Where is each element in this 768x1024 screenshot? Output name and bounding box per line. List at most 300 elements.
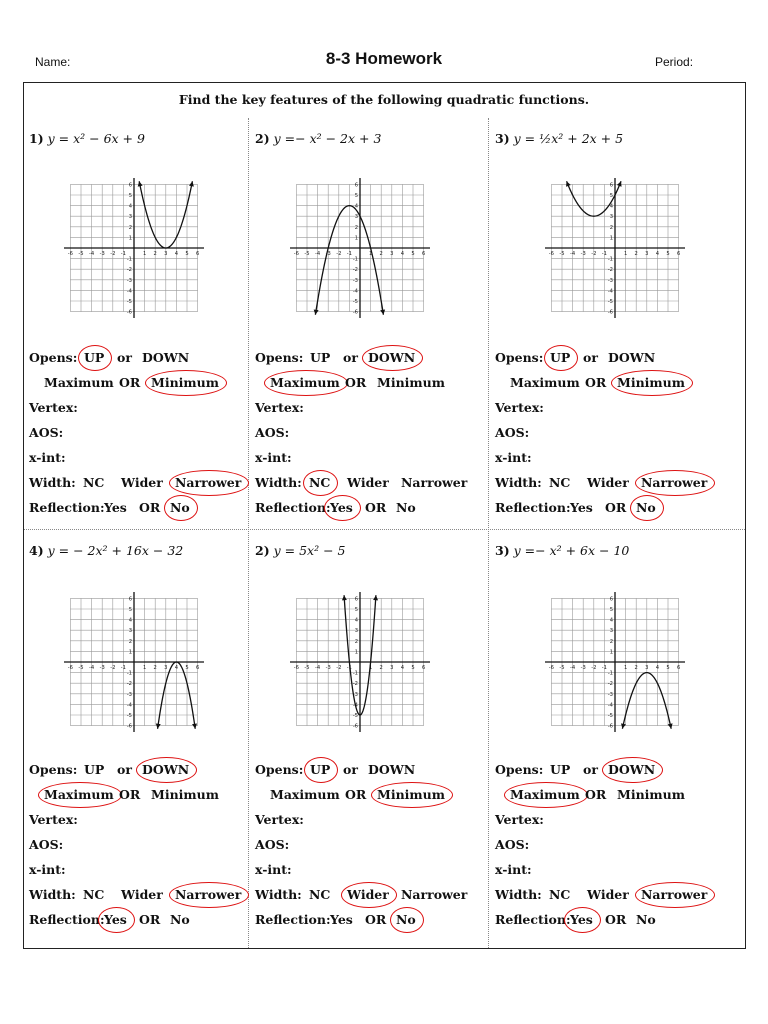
x-tick-label: 2 (153, 665, 157, 671)
label-narrower: Narrower (401, 475, 468, 490)
x-tick-label: -4 (570, 251, 576, 257)
y-tick-label: 4 (354, 617, 358, 624)
y-tick-label: -4 (126, 288, 132, 295)
red-circle-annotation (136, 757, 197, 783)
label-reflection: Reflection: (29, 912, 105, 927)
circled-up: UP (84, 350, 105, 365)
red-circle-annotation (602, 757, 663, 783)
x-tick-label: -4 (89, 251, 95, 257)
red-circle-annotation (78, 345, 112, 371)
red-circle-annotation (544, 345, 578, 371)
x-tick-label: -6 (548, 665, 554, 671)
y-tick-label: 5 (128, 607, 132, 613)
y-tick-label: 4 (128, 617, 132, 624)
x-tick-label: 2 (634, 251, 638, 257)
y-tick-label: 6 (128, 182, 132, 189)
problem-cell (24, 530, 264, 948)
red-circle-annotation (304, 757, 338, 783)
red-circle-annotation (635, 882, 715, 908)
x-tick-label: 4 (400, 251, 405, 257)
label-narrower: Narrower (401, 887, 468, 902)
problem-number: 1) (29, 131, 44, 146)
y-tick-label: -4 (607, 288, 613, 295)
red-circle-annotation (611, 370, 693, 396)
label-wider: Wider (587, 887, 629, 902)
x-tick-label: 3 (390, 251, 394, 257)
x-tick-label: 1 (623, 665, 628, 671)
y-tick-label: 5 (609, 193, 613, 199)
label-wider: Wider (347, 475, 389, 490)
red-circle-annotation (303, 470, 338, 496)
label-OR: OR (365, 500, 387, 515)
x-tick-label: -2 (336, 665, 342, 671)
curve-arrow (342, 595, 347, 600)
label-reflection: Reflection: (255, 912, 331, 927)
circled-maximum: Maximum (270, 375, 340, 390)
y-tick-label: -3 (126, 277, 132, 284)
x-tick-label: 3 (164, 251, 168, 257)
x-tick-label: 6 (195, 665, 200, 671)
label-no: No (396, 500, 416, 515)
red-circle-annotation (98, 907, 135, 933)
x-tick-label: 1 (368, 251, 373, 257)
x-tick-label: 6 (195, 251, 200, 257)
label-no: No (170, 912, 190, 927)
x-tick-label: 6 (421, 665, 426, 671)
problem-number: 2) (255, 131, 270, 146)
y-tick-label: 3 (609, 214, 613, 221)
x-tick-label: -4 (570, 665, 576, 671)
x-tick-label: 2 (634, 665, 638, 671)
circled-narrower: Narrower (175, 887, 242, 902)
x-tick-label: -5 (559, 665, 565, 671)
x-tick-label: 5 (666, 251, 670, 257)
label-or: or (583, 350, 598, 365)
coordinate-graph (64, 178, 204, 318)
label-up: UP (550, 762, 571, 777)
y-tick-label: -3 (607, 277, 613, 284)
problem-cell (250, 530, 490, 948)
label-yes: Yes (104, 500, 127, 515)
x-tick-label: -5 (78, 251, 84, 257)
x-tick-label: -6 (293, 665, 299, 671)
label-vertex: Vertex: (255, 400, 304, 415)
x-tick-label: -6 (67, 665, 73, 671)
problem-number: 3) (495, 543, 510, 558)
y-tick-label: 6 (609, 182, 613, 189)
label-maximum: Maximum (270, 787, 340, 802)
red-circle-annotation (504, 782, 588, 808)
label-or: or (343, 350, 358, 365)
label-opens: Opens: (255, 350, 304, 365)
x-tick-label: 3 (164, 665, 168, 671)
y-tick-label: 3 (354, 214, 358, 221)
x-tick-label: 5 (185, 665, 189, 671)
x-tick-label: 3 (390, 665, 394, 671)
label-minimum: Minimum (377, 375, 445, 390)
x-tick-label: -1 (120, 665, 126, 671)
label-down: DOWN (142, 350, 190, 365)
y-tick-label: -3 (607, 691, 613, 698)
circled-up: UP (310, 762, 331, 777)
x-tick-label: -6 (67, 251, 73, 257)
x-tick-label: 5 (185, 251, 189, 257)
label-yes: Yes (570, 500, 593, 515)
label-no: No (636, 912, 656, 927)
label-maximum: Maximum (44, 375, 114, 390)
label-aos: AOS: (495, 837, 530, 852)
label-down: DOWN (368, 762, 416, 777)
label-reflection: Reflection: (495, 912, 571, 927)
label-aos: AOS: (29, 837, 64, 852)
equation-text: y = x² − 6x + 9 (47, 131, 145, 146)
label-or: or (343, 762, 358, 777)
y-tick-label: -4 (607, 702, 613, 709)
x-tick-label: 2 (153, 251, 157, 257)
label-opens: Opens: (29, 350, 78, 365)
x-tick-label: -5 (78, 665, 84, 671)
label-vertex: Vertex: (495, 400, 544, 415)
y-tick-label: -2 (352, 267, 358, 274)
label-wider: Wider (121, 887, 163, 902)
circled-up: UP (550, 350, 571, 365)
problem-equation (255, 543, 345, 558)
label-aos: AOS: (29, 425, 64, 440)
label-OR: OR (605, 500, 627, 515)
y-tick-label: -3 (126, 691, 132, 698)
label-xint: x-int: (29, 450, 66, 465)
label-wider: Wider (587, 475, 629, 490)
red-circle-annotation (341, 882, 397, 908)
y-tick-label: 1 (128, 649, 132, 656)
x-tick-label: -5 (559, 251, 565, 257)
curve-arrow (621, 723, 626, 728)
circled-nc: NC (309, 475, 331, 490)
coordinate-graph (545, 592, 685, 732)
red-circle-annotation (362, 345, 423, 371)
circled-down: DOWN (368, 350, 416, 365)
x-tick-label: -1 (346, 251, 352, 257)
y-tick-label: 2 (354, 224, 358, 231)
y-tick-label: -6 (352, 723, 358, 730)
coordinate-graph (290, 178, 430, 318)
label-nc: NC (83, 475, 105, 490)
y-tick-label: 6 (354, 182, 358, 189)
label-OR: OR (345, 787, 367, 802)
problem-equation (495, 543, 629, 558)
x-tick-label: -2 (591, 665, 597, 671)
circled-minimum: Minimum (377, 787, 445, 802)
x-tick-label: 6 (421, 251, 426, 257)
y-tick-label: -6 (126, 723, 132, 730)
x-tick-label: -1 (346, 665, 352, 671)
circled-minimum: Minimum (617, 375, 685, 390)
label-reflection: Reflection: (29, 500, 105, 515)
y-tick-label: -2 (607, 267, 613, 274)
y-tick-label: -5 (126, 299, 132, 305)
label-width: Width: (495, 887, 542, 902)
y-tick-label: 6 (609, 596, 613, 603)
y-tick-label: -2 (126, 681, 132, 688)
x-tick-label: -6 (548, 251, 554, 257)
y-tick-label: 6 (128, 596, 132, 603)
y-tick-label: 1 (609, 235, 613, 242)
coordinate-graph (545, 178, 685, 318)
x-tick-label: -1 (120, 251, 126, 257)
label-reflection: Reflection: (255, 500, 331, 515)
circled-minimum: Minimum (151, 375, 219, 390)
x-tick-label: 2 (379, 251, 383, 257)
x-tick-label: 4 (655, 251, 660, 257)
circled-wider: Wider (347, 887, 389, 902)
x-tick-label: -3 (325, 251, 331, 257)
red-circle-annotation (164, 495, 198, 521)
red-circle-annotation (264, 370, 348, 396)
circled-no: No (396, 912, 416, 927)
y-tick-label: 5 (354, 193, 358, 199)
label-vertex: Vertex: (255, 812, 304, 827)
x-tick-label: -5 (304, 665, 310, 671)
label-OR: OR (585, 787, 607, 802)
problem-number: 3) (495, 131, 510, 146)
coordinate-graph (64, 592, 204, 732)
label-or: or (583, 762, 598, 777)
y-tick-label: 6 (354, 596, 358, 603)
y-tick-label: -5 (607, 299, 613, 305)
y-tick-label: -6 (352, 309, 358, 316)
curve-arrow (668, 723, 673, 728)
label-opens: Opens: (29, 762, 78, 777)
y-tick-label: 2 (354, 638, 358, 645)
label-nc: NC (309, 887, 331, 902)
y-tick-label: -1 (607, 256, 613, 263)
x-tick-label: 4 (174, 251, 179, 257)
x-tick-label: -3 (325, 665, 331, 671)
problem-cell (250, 118, 490, 536)
y-tick-label: -1 (126, 670, 132, 677)
x-tick-label: 6 (676, 251, 681, 257)
x-tick-label: 5 (411, 665, 415, 671)
y-tick-label: -5 (352, 299, 358, 305)
y-tick-label: -1 (352, 670, 358, 677)
x-tick-label: 6 (676, 665, 681, 671)
curve-arrow (138, 181, 143, 186)
y-tick-label: 3 (128, 214, 132, 221)
instructions: Find the key features of the following quadratic functions. (178, 92, 590, 107)
x-tick-label: 3 (645, 665, 649, 671)
equation-text: y = 5x² − 5 (273, 543, 346, 558)
label-OR: OR (119, 787, 141, 802)
y-tick-label: -4 (352, 288, 358, 295)
equation-text: y =− x² − 2x + 3 (273, 131, 382, 146)
x-tick-label: 1 (142, 251, 147, 257)
y-tick-label: 5 (354, 607, 358, 613)
circled-no: No (170, 500, 190, 515)
label-vertex: Vertex: (495, 812, 544, 827)
y-tick-label: 1 (609, 649, 613, 656)
label-yes: Yes (330, 912, 353, 927)
x-tick-label: -2 (110, 251, 116, 257)
y-tick-label: 1 (354, 235, 358, 242)
y-tick-label: 1 (128, 235, 132, 242)
y-tick-label: -1 (126, 256, 132, 263)
label-OR: OR (139, 912, 161, 927)
y-tick-label: 3 (609, 628, 613, 635)
circled-yes: Yes (104, 912, 127, 927)
x-tick-label: -3 (580, 665, 586, 671)
red-circle-annotation (38, 782, 122, 808)
x-tick-label: -5 (304, 251, 310, 257)
y-tick-label: -2 (607, 681, 613, 688)
equation-text: y = ½x² + 2x + 5 (513, 131, 624, 146)
y-tick-label: 2 (128, 224, 132, 231)
coordinate-graph (290, 592, 430, 732)
label-opens: Opens: (495, 350, 544, 365)
problem-number: 4) (29, 543, 44, 558)
y-tick-label: -4 (352, 702, 358, 709)
curve-arrow (373, 595, 378, 600)
problem-equation (29, 131, 145, 146)
label-OR: OR (365, 912, 387, 927)
label-OR: OR (139, 500, 161, 515)
y-tick-label: 5 (609, 607, 613, 613)
label-xint: x-int: (495, 862, 532, 877)
x-tick-label: -3 (580, 251, 586, 257)
circled-maximum: Maximum (44, 787, 114, 802)
label-vertex: Vertex: (29, 812, 78, 827)
x-tick-label: -1 (601, 665, 607, 671)
x-tick-label: -1 (601, 251, 607, 257)
y-tick-label: -3 (352, 277, 358, 284)
label-or: or (117, 762, 132, 777)
x-tick-label: 4 (400, 665, 405, 671)
label-maximum: Maximum (510, 375, 580, 390)
circled-down: DOWN (608, 762, 656, 777)
label-xint: x-int: (495, 450, 532, 465)
y-tick-label: 2 (128, 638, 132, 645)
problem-equation (255, 131, 381, 146)
red-circle-annotation (169, 470, 249, 496)
problem-cell (24, 118, 264, 536)
x-tick-label: -4 (315, 251, 321, 257)
label-or: or (117, 350, 132, 365)
label-width: Width: (255, 887, 302, 902)
y-tick-label: -6 (607, 309, 613, 316)
equation-text: y = − 2x² + 16x − 32 (47, 543, 184, 558)
curve-arrow (189, 181, 194, 186)
y-tick-label: -6 (607, 723, 613, 730)
red-circle-annotation (630, 495, 664, 521)
y-tick-label: 2 (609, 638, 613, 645)
red-circle-annotation (145, 370, 227, 396)
label-width: Width: (29, 887, 76, 902)
y-tick-label: 3 (354, 628, 358, 635)
y-tick-label: 4 (609, 203, 613, 210)
x-tick-label: 3 (645, 251, 649, 257)
x-tick-label: 1 (623, 251, 628, 257)
x-tick-label: -3 (99, 251, 105, 257)
y-tick-label: -5 (352, 713, 358, 719)
label-minimum: Minimum (617, 787, 685, 802)
name-label: Name: (35, 55, 71, 69)
red-circle-annotation (169, 882, 249, 908)
red-circle-annotation (371, 782, 453, 808)
y-tick-label: -2 (352, 681, 358, 688)
label-opens: Opens: (495, 762, 544, 777)
y-tick-label: 1 (354, 649, 358, 656)
label-width: Width: (29, 475, 76, 490)
label-up: UP (84, 762, 105, 777)
x-tick-label: 4 (655, 665, 660, 671)
y-tick-label: 2 (609, 224, 613, 231)
x-tick-label: 1 (368, 665, 373, 671)
label-aos: AOS: (495, 425, 530, 440)
x-tick-label: -6 (293, 251, 299, 257)
label-OR: OR (345, 375, 367, 390)
y-tick-label: -3 (352, 691, 358, 698)
circled-narrower: Narrower (641, 475, 708, 490)
period-label: Period: (655, 55, 694, 69)
problem-equation (29, 543, 183, 558)
problem-cell (490, 118, 730, 536)
label-opens: Opens: (255, 762, 304, 777)
label-xint: x-int: (29, 862, 66, 877)
red-circle-annotation (564, 907, 601, 933)
label-xint: x-int: (255, 862, 292, 877)
y-tick-label: -1 (352, 256, 358, 263)
x-tick-label: -2 (336, 251, 342, 257)
problem-number: 2) (255, 543, 270, 558)
equation-text: y =− x² + 6x − 10 (513, 543, 630, 558)
y-tick-label: -5 (607, 713, 613, 719)
red-circle-annotation (635, 470, 715, 496)
red-circle-annotation (324, 495, 361, 521)
x-tick-label: 1 (142, 665, 147, 671)
y-tick-label: 4 (128, 203, 132, 210)
label-aos: AOS: (255, 425, 290, 440)
label-vertex: Vertex: (29, 400, 78, 415)
circled-yes: Yes (570, 912, 593, 927)
y-tick-label: -1 (607, 670, 613, 677)
x-tick-label: 5 (666, 665, 670, 671)
x-tick-label: -2 (110, 665, 116, 671)
x-tick-label: -4 (89, 665, 95, 671)
circled-down: DOWN (142, 762, 190, 777)
circled-maximum: Maximum (510, 787, 580, 802)
y-tick-label: 5 (128, 193, 132, 199)
y-tick-label: -4 (126, 702, 132, 709)
label-OR: OR (119, 375, 141, 390)
y-tick-label: -5 (126, 713, 132, 719)
circled-no: No (636, 500, 656, 515)
circled-narrower: Narrower (175, 475, 242, 490)
y-tick-label: 3 (128, 628, 132, 635)
circled-narrower: Narrower (641, 887, 708, 902)
label-OR: OR (605, 912, 627, 927)
x-tick-label: 5 (411, 251, 415, 257)
label-reflection: Reflection: (495, 500, 571, 515)
problem-equation (495, 131, 623, 146)
label-up: UP (310, 350, 331, 365)
label-xint: x-int: (255, 450, 292, 465)
label-width: Width: (495, 475, 542, 490)
label-nc: NC (83, 887, 105, 902)
label-minimum: Minimum (151, 787, 219, 802)
x-tick-label: -3 (99, 665, 105, 671)
x-tick-label: 2 (379, 665, 383, 671)
label-width: Width: (255, 475, 302, 490)
label-wider: Wider (121, 475, 163, 490)
